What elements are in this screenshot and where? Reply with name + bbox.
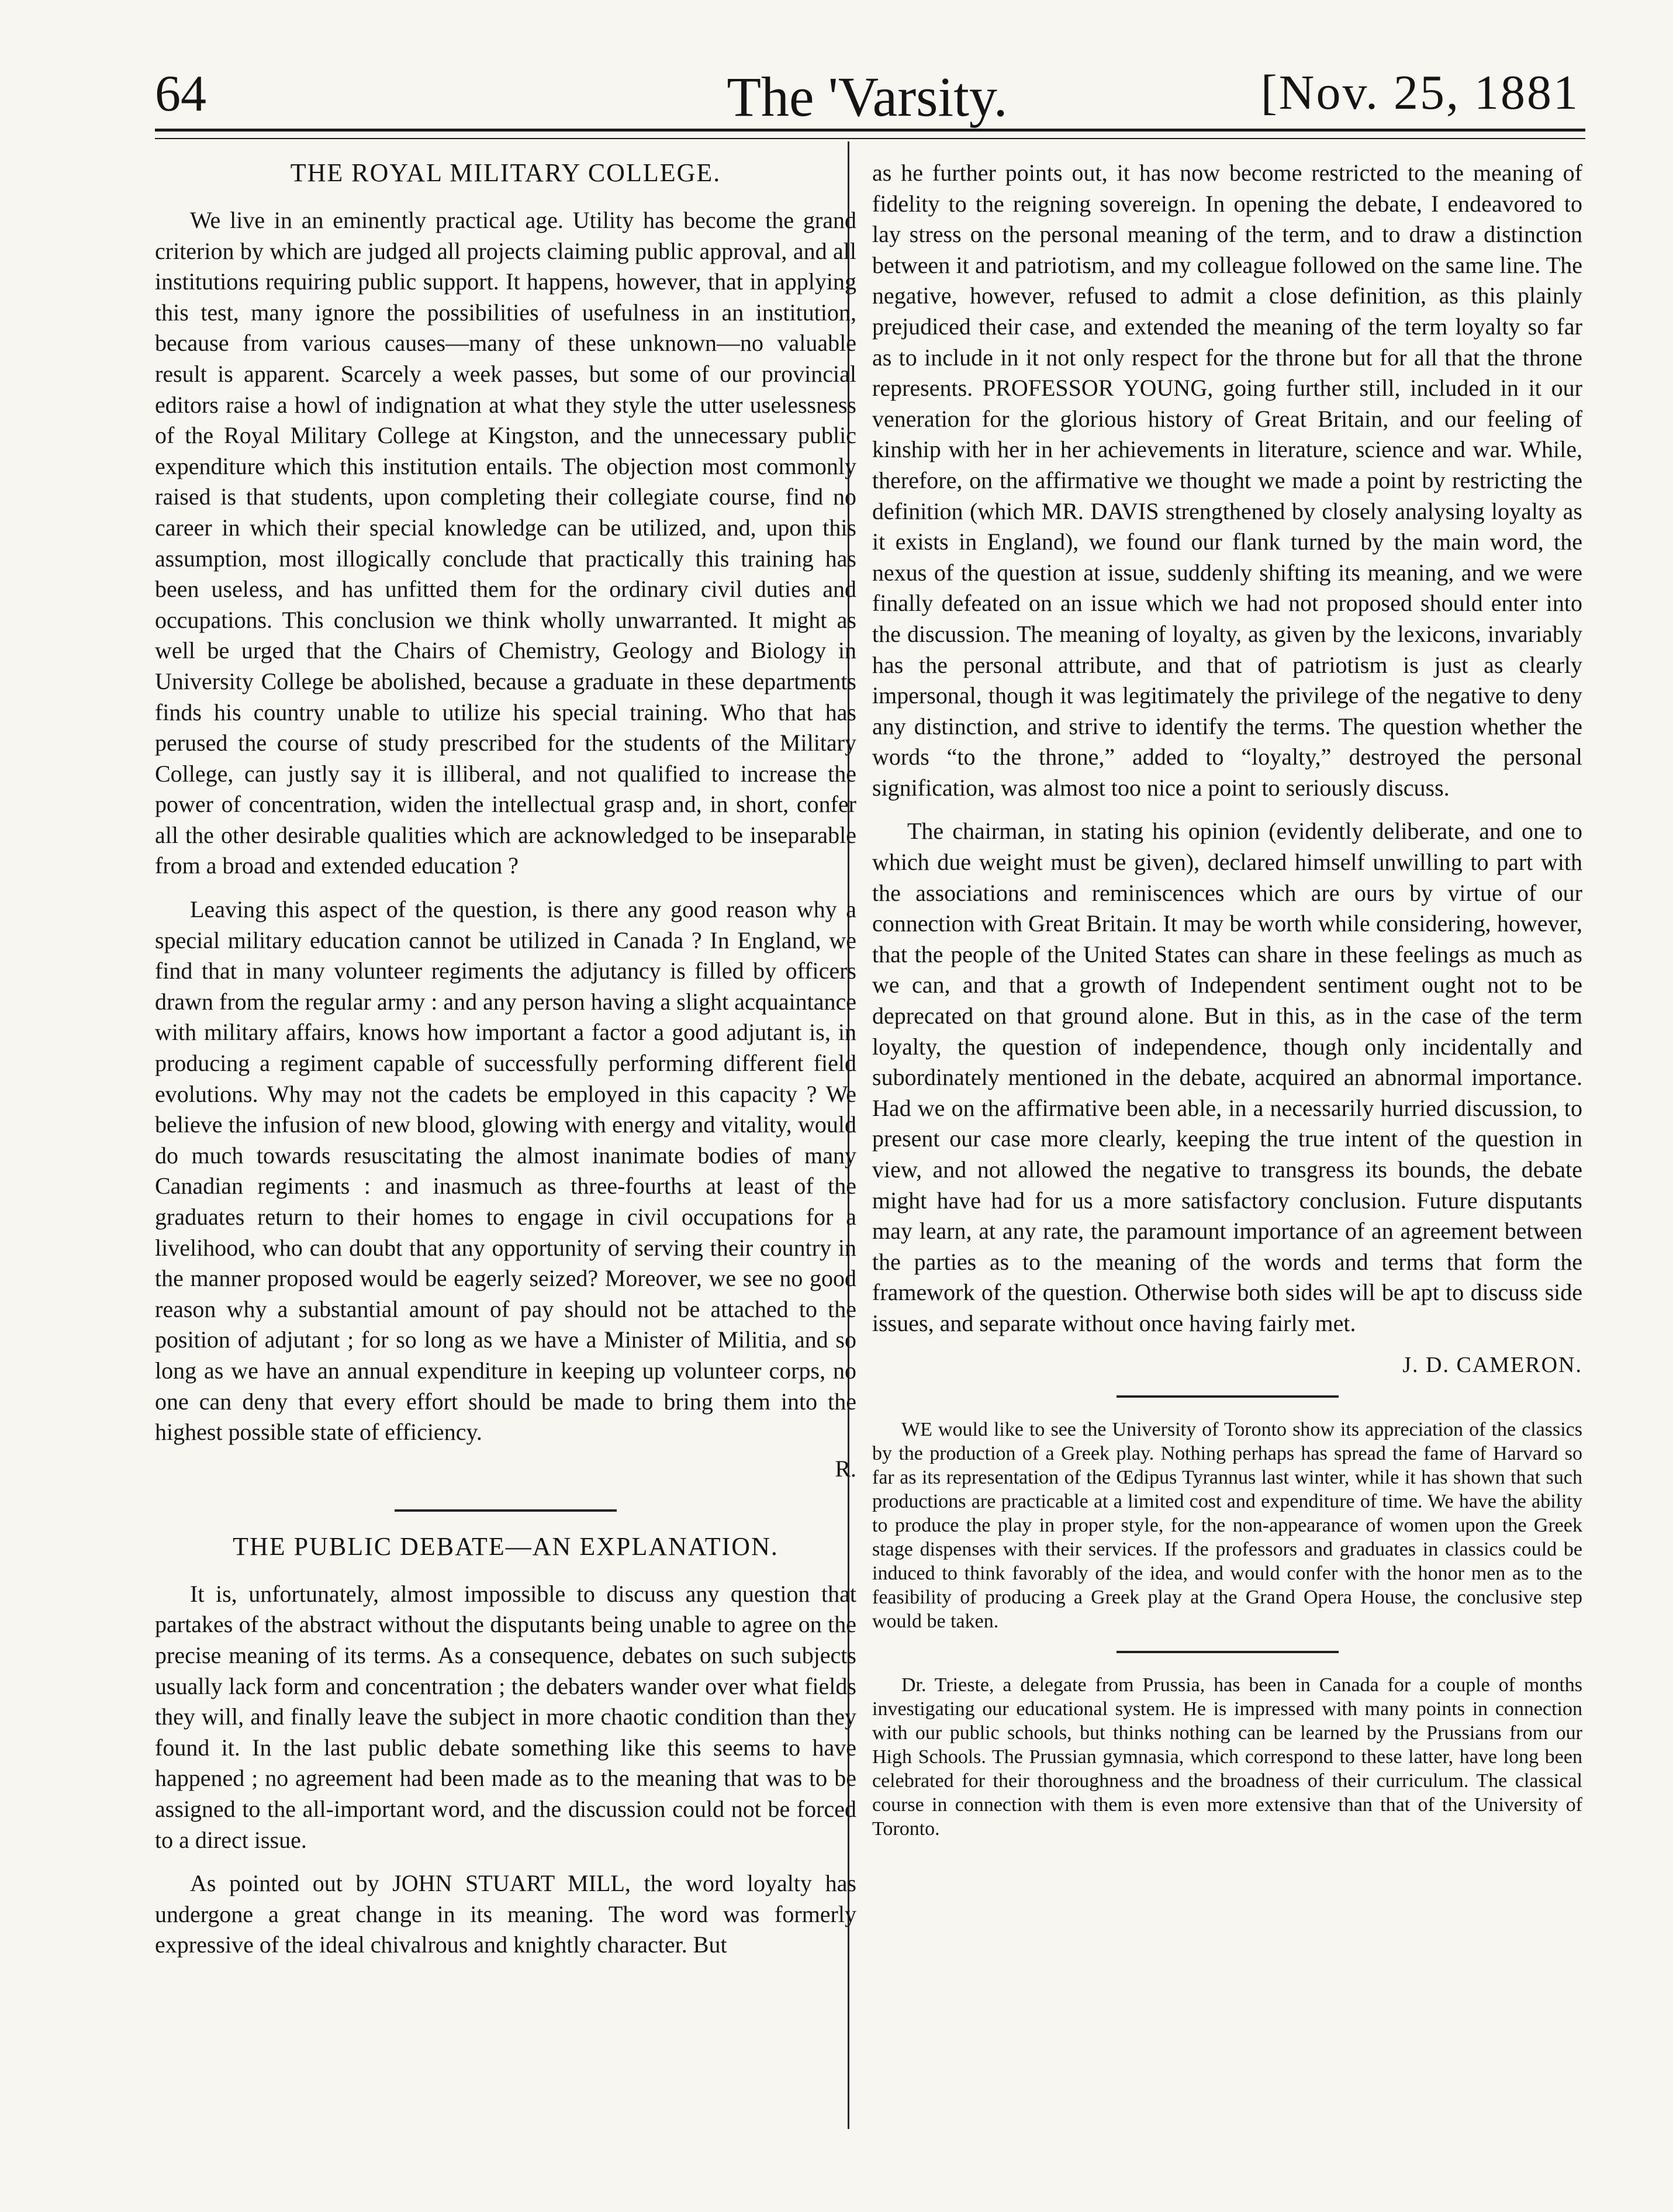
masthead-rule	[155, 129, 1585, 132]
article-paragraph: Leaving this aspect of the question, is there any good reason why a special military education cannot be utilized in Canada ? In England, we find that in many volunteer regiments the adjutancy is filled by officers drawn from the regular army : and any person having a slight acquaintance with military affairs, knows how important a factor a good adjutant is, in producing a regiment capable of successfully performing different field evolutions. Why may not the cadets be employed in this capacity ? We believe the infusion of new blood, glowing with energy and vitality, would do much towards resuscitating the almost inanimate bodies of many Canadian regiments : and inasmuch as three-fourths at least of the graduates return to their homes to engage in civil occupations for a livelihood, who can doubt that any opportunity of serving their country in the manner proposed would be eagerly seized? Moreover, we see no good reason why a substantial amount of pay should not be attached to the position of adjutant ; for so long as we have a Minister of Militia, and so long as we have an annual expenditure in keeping up volunteer corps, no one can deny that every effort should be made to bring them into the highest possible state of efficiency.	[155, 896, 856, 1446]
article-signature: R.	[835, 1455, 856, 1482]
headline-royal-military-college: THE ROYAL MILITARY COLLEGE.	[290, 158, 721, 187]
article-paragraph: It is, unfortunately, almost impossible to discuss any question that partakes of the abstract without the disputants being unable to agree on the precise meaning of its terms. As a consequence, debates on such subjects usually lack form and concentration ; the debaters wander over what fields they will, and finally leave the subject in more chaotic condition than they found it. In the last public debate something like this seems to have happened ; no agreement had been made as to the meaning that was to be assigned to the all-important word, and the discussion could not be forced to a direct issue.	[155, 1580, 856, 1853]
article-signature: J. D. CAMERON.	[1402, 1352, 1582, 1377]
headline-public-debate: THE PUBLIC DEBATE—AN EXPLANATION.	[233, 1532, 779, 1561]
note-greek-play: WE would like to see the University of Toronto show its appreciation of the classics by the production of a Greek play. Nothing perhaps has spread the fame of Harvard so far as its representation of the Œdipus Tyrannus last winter, while it has shown that such productions are practicable at a limited cost and expenditure of time. We have the ability to produce the play in proper style, for the non-appearance of women upon the Greek stage dispenses with their services. If the professors and graduates in classics could be induced to think favorably of the idea, and would confer with the honor men as to the feasibility of producing a Greek play at the Grand Opera House, the conclusive step would be taken.	[872, 1418, 1582, 1632]
masthead	[155, 64, 1579, 134]
right-column	[872, 158, 1582, 1841]
article-paragraph: As pointed out by JOHN STUART MILL, the word loyalty has undergone a great change in its meaning. The word was formerly expressive of the ideal chivalrous and knightly character. But	[155, 1870, 856, 1958]
article-paragraph: We live in an eminently practical age. Utility has become the grand criterion by which are judged all projects claiming public approval, and all institutions requiring public support. It happens, however, that in applying this test, many ignore the possibilities of usefulness in an institution, because from various causes—many of these unknown—no valuable result is apparent. Scarcely a week passes, but some of our provincial editors raise a howl of indignation at what they style the utter uselessness of the Royal Military College at Kingston, and the unnecessary public expenditure which this institution entails. The objection most commonly raised is that students, upon completing their collegiate course, find no career in which their special knowledge can be utilized, and, upon this assumption, most illogically conclude that practically this training has been useless, and has unfitted them for the ordinary civil duties and occupations. This conclusion we think wholly unwarranted. It might as well be urged that the Chairs of Chemistry, Geology and Biology in University College be abolished, because a graduate in these departments finds his country unable to utilize his special training. Who that has perused the course of study prescribed for the students of the Military College, can justly say it is illiberal, and not qualified to increase the power of concentration, widen the intellectual grasp and, in short, confer all the other desirable qualities which are acknowledged to be inseparable from a broad and extended education ?	[155, 207, 856, 879]
article-paragraph: The chairman, in stating his opinion (evidently deliberate, and one to which due weight must be given), declared himself unwilling to part with the associations and reminiscences which are ours by virtue of our connection with Great Britain. It may be worth while considering, however, that the people of the United States can share in these feelings as much as we can, and that a growth of Independent sentiment ought not to be deprecated on that ground alone. But in this, as in the case of the term loyalty, the question of independence, though only incidentally and subordinately mentioned in the debate, acquired an abnormal importance. Had we on the affirmative been able, in a necessarily hurried discussion, to present our case more clearly, keeping the true intent of the question in view, and not allowed the negative to transgress its bounds, the debate might have had for us a more satisfactory conclusion. Future disputants may learn, at any rate, the paramount importance of an agreement between the parties as to the meaning of the words and terms that form the framework of the question. Otherwise both sides will be apt to discuss side issues, and separate without once having fairly met.	[872, 818, 1582, 1336]
page-number: 64	[155, 65, 206, 122]
issue-date: [Nov. 25, 1881	[1260, 65, 1579, 120]
section-divider	[395, 1509, 617, 1512]
section-divider	[1117, 1395, 1339, 1398]
article-paragraph-continued: as he further points out, it has now become restricted to the meaning of fidelity to the reigning sovereign. In opening the debate, I endeavored to lay stress on the personal meaning of the term, and to draw a distinction between it and patriotism, and my colleague followed on the same line. The negative, however, refused to admit a close definition, as this plainly prejudiced their case, and extended the meaning of the term loyalty so far as to include in it not only respect for the throne but for all that the throne represents. PROFESSOR YOUNG, going further still, included in it our veneration for the glorious history of Great Britain, and our feeling of kinship with her in her achievements in literature, science and war. While, therefore, on the affirmative we thought we made a point by restricting the definition (which MR. DAVIS strengthened by closely analysing loyalty as it exists in England), we found our flank turned by the main word, the nexus of the question at issue, suddenly shifting its meaning, and we were finally defeated on an issue which we had not proposed should enter into the discussion. The meaning of loyalty, as given by the lexicons, invariably has the personal attribute, and that of patriotism is just as clearly impersonal, though it was legitimately the privilege of the negative to deny any distinction, and strive to identify the terms. The question whether the words “to the throne,” added to “loyalty,” destroyed the personal signification, was almost too nice a point to seriously discuss.	[872, 160, 1582, 801]
masthead-rule-thin	[155, 138, 1585, 139]
left-column	[155, 158, 856, 1973]
section-divider	[1117, 1651, 1339, 1653]
note-dr-trieste: Dr. Trieste, a delegate from Prussia, has been in Canada for a couple of months investigating our educational system. He is impressed with many points in connection with our public schools, but thinks nothing can be learned by the Prussians from our High Schools. The Prussian gymnasia, which correspond to these latter, have long been celebrated for their thoroughness and the broadness of their curriculum. The classical course in connection with them is even more extensive than that of the University of Toronto.	[872, 1674, 1582, 1840]
publication-title: The 'Varsity.	[727, 65, 1008, 128]
